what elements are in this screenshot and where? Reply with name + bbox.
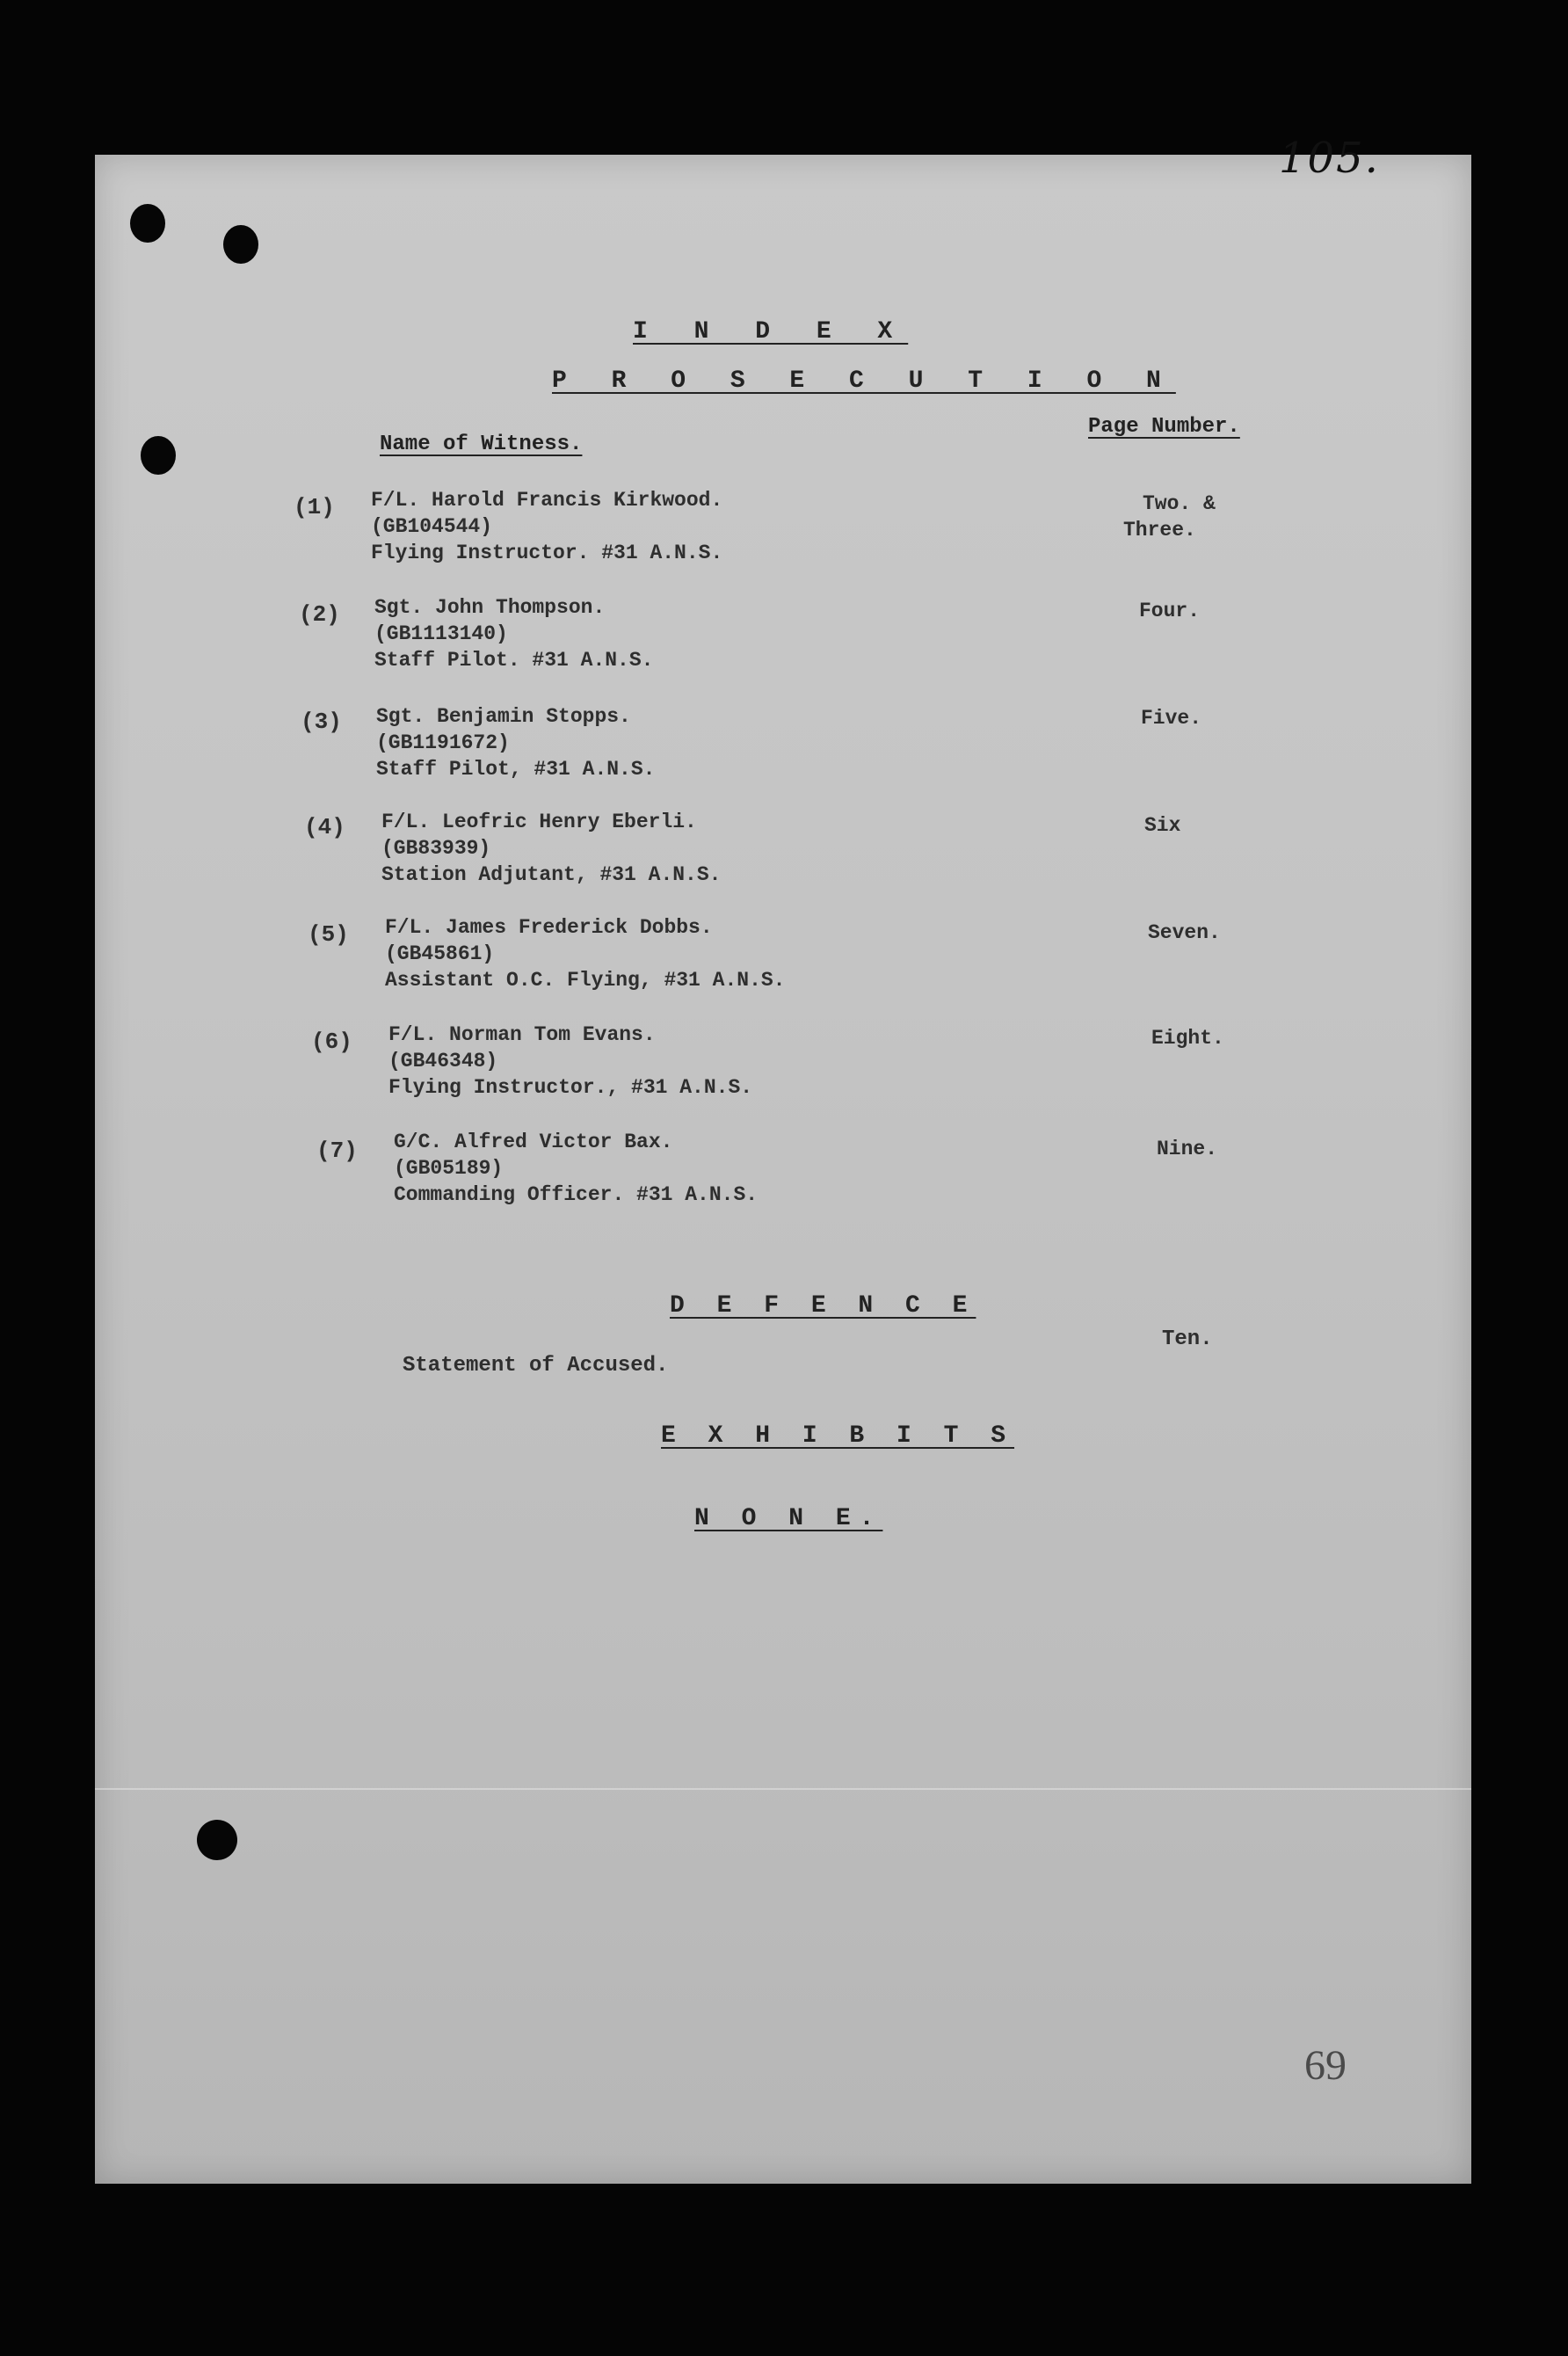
witness-entry bbox=[381, 809, 721, 888]
witness-number: (3) bbox=[301, 709, 342, 735]
witness-role: Staff Pilot, #31 A.N.S. bbox=[376, 758, 656, 781]
index-title: I N D E X bbox=[633, 318, 909, 345]
witness-number: (2) bbox=[299, 601, 340, 628]
witness-name: Sgt. John Thompson. bbox=[374, 596, 606, 619]
witness-entry bbox=[394, 1129, 758, 1208]
witness-number: (1) bbox=[294, 494, 335, 520]
witness-role: Flying Instructor., #31 A.N.S. bbox=[388, 1076, 753, 1099]
document-sheet bbox=[95, 155, 1471, 2184]
prosecution-title: P R O S E C U T I O N bbox=[552, 367, 1176, 395]
punch-hole bbox=[223, 225, 258, 264]
witness-role: Assistant O.C. Flying, #31 A.N.S. bbox=[385, 969, 786, 992]
witness-entry bbox=[374, 594, 653, 673]
witness-service-number: (GB05189) bbox=[394, 1157, 504, 1180]
witness-role: Commanding Officer. #31 A.N.S. bbox=[394, 1183, 759, 1206]
witness-name: F/L. James Frederick Dobbs. bbox=[385, 916, 713, 939]
witness-name: F/L. Leofric Henry Eberli. bbox=[381, 811, 697, 833]
witness-entry bbox=[388, 1022, 752, 1101]
witness-service-number: (GB1191672) bbox=[376, 731, 510, 754]
witness-service-number: (GB104544) bbox=[371, 515, 493, 538]
witness-column-header: Name of Witness. bbox=[380, 433, 583, 456]
defence-page-reference: Ten. bbox=[1162, 1327, 1213, 1351]
punch-hole bbox=[197, 1820, 237, 1860]
exhibits-value: N O N E. bbox=[694, 1505, 883, 1532]
page-reference: Five. bbox=[1141, 707, 1202, 730]
witness-number: (5) bbox=[308, 921, 349, 948]
witness-role: Flying Instructor. #31 A.N.S. bbox=[371, 542, 723, 564]
witness-name: F/L. Harold Francis Kirkwood. bbox=[371, 489, 723, 512]
page-reference: Nine. bbox=[1157, 1138, 1218, 1160]
witness-name: Sgt. Benjamin Stopps. bbox=[376, 705, 631, 728]
witness-service-number: (GB1113140) bbox=[374, 622, 508, 645]
witness-name: F/L. Norman Tom Evans. bbox=[388, 1023, 656, 1046]
fold-line bbox=[95, 1788, 1471, 1790]
page-reference: Six bbox=[1144, 814, 1181, 837]
witness-role: Staff Pilot. #31 A.N.S. bbox=[374, 649, 654, 672]
page-reference: Seven. bbox=[1148, 921, 1221, 944]
witness-entry bbox=[376, 703, 655, 782]
witness-name: G/C. Alfred Victor Bax. bbox=[394, 1131, 673, 1153]
page-reference: Eight. bbox=[1151, 1027, 1224, 1050]
exhibits-title: E X H I B I T S bbox=[661, 1422, 1015, 1450]
punch-hole bbox=[130, 204, 165, 243]
witness-number: (6) bbox=[311, 1029, 352, 1055]
witness-entry bbox=[385, 914, 785, 993]
witness-number: (4) bbox=[304, 814, 345, 840]
defence-item: Statement of Accused. bbox=[403, 1354, 669, 1378]
witness-service-number: (GB83939) bbox=[381, 837, 491, 860]
witness-number: (7) bbox=[316, 1138, 358, 1164]
defence-title: D E F E N C E bbox=[670, 1292, 976, 1320]
page-reference: Four. bbox=[1139, 600, 1201, 622]
stamped-folio-number: 69 bbox=[1304, 2042, 1347, 2089]
witness-role: Station Adjutant, #31 A.N.S. bbox=[381, 863, 722, 886]
witness-service-number: (GB46348) bbox=[388, 1050, 498, 1073]
page-reference bbox=[1123, 491, 1216, 543]
page-column-header: Page Number. bbox=[1088, 415, 1240, 439]
handwritten-folio-number: 105. bbox=[1279, 134, 1380, 183]
page-reference-line: Two. & bbox=[1143, 492, 1216, 515]
witness-entry bbox=[371, 487, 722, 566]
punch-hole bbox=[141, 436, 176, 475]
page-reference-line: Three. bbox=[1123, 519, 1196, 542]
witness-service-number: (GB45861) bbox=[385, 942, 495, 965]
